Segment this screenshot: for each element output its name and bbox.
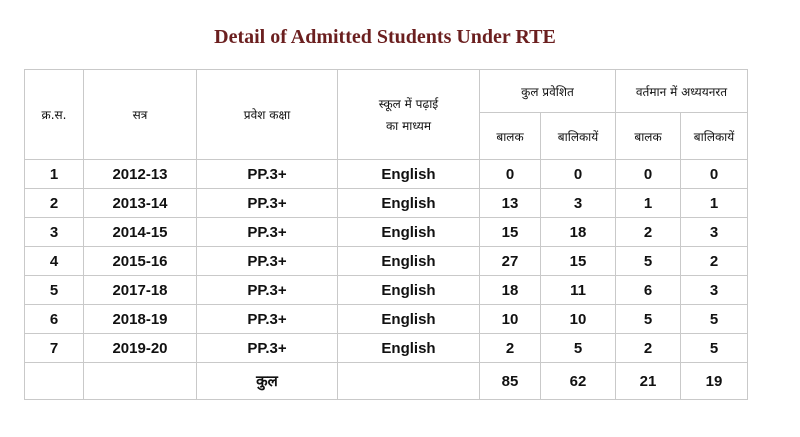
cell-adm-boys: 10 [480,305,541,334]
cell-class: PP.3+ [197,160,338,189]
cell-adm-girls: 18 [541,218,616,247]
cell-adm-boys: 27 [480,247,541,276]
cell-adm-boys: 2 [480,334,541,363]
cell-cur-girls: 1 [681,189,748,218]
table-row [25,189,748,218]
header-medium-line1: स्कूल में पढ़ाई [378,96,439,111]
cell-cur-boys: 2 [616,218,681,247]
cell-session: 2015-16 [84,247,197,276]
cell-adm-boys: 18 [480,276,541,305]
total-label: कुल [197,363,338,400]
cell-medium: English [338,160,480,189]
cell-medium: English [338,305,480,334]
cell-cur-boys: 0 [616,160,681,189]
cell-cur-girls: 3 [681,276,748,305]
cell-cur-girls: 2 [681,247,748,276]
cell-session: 2014-15 [84,218,197,247]
cell-adm-girls: 10 [541,305,616,334]
table-row [25,334,748,363]
header-adm-girls: बालिकायें [541,113,616,160]
cell-medium: English [338,276,480,305]
cell-adm-boys: 15 [480,218,541,247]
header-medium [338,70,480,160]
total-empty-serial [25,363,84,400]
cell-adm-girls: 0 [541,160,616,189]
total-adm-girls: 62 [541,363,616,400]
cell-serial: 1 [25,160,84,189]
cell-cur-girls: 0 [681,160,748,189]
header-cur-girls: बालिकायें [681,113,748,160]
total-empty-medium [338,363,480,400]
cell-class: PP.3+ [197,305,338,334]
cell-session: 2012-13 [84,160,197,189]
cell-session: 2017-18 [84,276,197,305]
cell-adm-boys: 13 [480,189,541,218]
total-cur-girls: 19 [681,363,748,400]
cell-serial: 5 [25,276,84,305]
cell-adm-girls: 3 [541,189,616,218]
header-current-group: वर्तमान में अध्ययनरत [616,70,748,113]
cell-adm-boys: 0 [480,160,541,189]
table-row [25,160,748,189]
cell-session: 2013-14 [84,189,197,218]
header-medium-line2: का माध्यम [385,118,432,133]
total-empty-session [84,363,197,400]
cell-medium: English [338,189,480,218]
header-adm-boys: बालक [480,113,541,160]
total-row [25,363,748,400]
table-row [25,305,748,334]
cell-cur-girls: 5 [681,334,748,363]
table-row [25,247,748,276]
cell-medium: English [338,334,480,363]
cell-class: PP.3+ [197,247,338,276]
header-cur-boys: बालक [616,113,681,160]
cell-serial: 2 [25,189,84,218]
cell-class: PP.3+ [197,334,338,363]
table-row [25,276,748,305]
rte-students-table [24,69,748,400]
cell-cur-boys: 1 [616,189,681,218]
total-adm-boys: 85 [480,363,541,400]
total-cur-boys: 21 [616,363,681,400]
cell-adm-girls: 15 [541,247,616,276]
page-title: Detail of Admitted Students Under RTE [214,26,556,48]
cell-cur-boys: 5 [616,305,681,334]
cell-serial: 7 [25,334,84,363]
cell-session: 2018-19 [84,305,197,334]
cell-cur-girls: 3 [681,218,748,247]
cell-class: PP.3+ [197,276,338,305]
header-serial: क्र.स. [25,70,84,160]
cell-serial: 4 [25,247,84,276]
header-admission-group: कुल प्रवेशित [480,70,616,113]
cell-medium: English [338,218,480,247]
table-row [25,218,748,247]
cell-adm-girls: 11 [541,276,616,305]
cell-cur-boys: 2 [616,334,681,363]
cell-cur-girls: 5 [681,305,748,334]
cell-adm-girls: 5 [541,334,616,363]
cell-class: PP.3+ [197,218,338,247]
header-class [197,70,338,160]
header-session: सत्र [84,70,197,160]
cell-cur-boys: 6 [616,276,681,305]
cell-serial: 6 [25,305,84,334]
cell-session: 2019-20 [84,334,197,363]
cell-cur-boys: 5 [616,247,681,276]
header-class-label: प्रवेश कक्षा [243,108,291,122]
cell-serial: 3 [25,218,84,247]
cell-medium: English [338,247,480,276]
cell-class: PP.3+ [197,189,338,218]
